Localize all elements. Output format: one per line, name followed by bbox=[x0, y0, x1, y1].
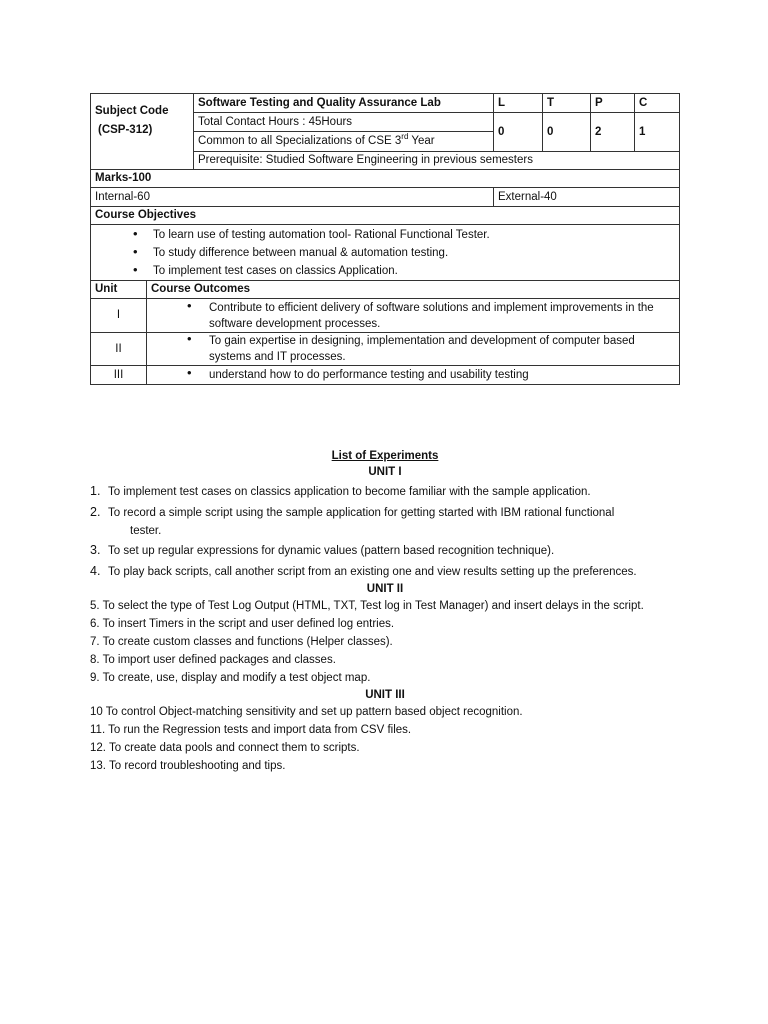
experiment-item-continuation: tester. bbox=[130, 525, 162, 537]
experiment-item: 2. To record a simple script using the sample application for getting started with IBM rational functional bbox=[90, 505, 615, 519]
objective-item: • To study difference between manual & automation testing. bbox=[95, 244, 675, 262]
subject-code: (CSP-312) bbox=[98, 124, 153, 136]
objectives-heading: Course Objectives bbox=[91, 207, 680, 225]
outcome-cell bbox=[147, 366, 680, 385]
subject-code-label: Subject Code bbox=[95, 105, 169, 117]
unit3-heading: UNIT III bbox=[365, 689, 405, 701]
experiment-item: 3. To set up regular expressions for dynamic values (pattern based recognition technique). bbox=[90, 543, 555, 557]
experiment-item: 6. To insert Timers in the script and user defined log entries. bbox=[90, 618, 395, 630]
ltpc-value-p: 2 bbox=[591, 113, 635, 152]
ltpc-value-c: 1 bbox=[635, 113, 680, 152]
prerequisite: Prerequisite: Studied Software Engineering in previous semesters bbox=[194, 152, 680, 170]
ltpc-value-t: 0 bbox=[543, 113, 591, 152]
outcome-unit: II bbox=[91, 333, 147, 366]
ltpc-header-c: C bbox=[635, 94, 680, 113]
outcome-unit: I bbox=[91, 299, 147, 333]
experiment-item: 8. To import user defined packages and classes. bbox=[90, 654, 336, 666]
experiment-item: 9. To create, use, display and modify a test object map. bbox=[90, 672, 371, 684]
objective-item: • To implement test cases on classics Application. bbox=[95, 262, 675, 280]
common-to: Common to all Specializations of CSE 3rd Year bbox=[194, 132, 494, 152]
unit-heading: Unit bbox=[91, 281, 147, 299]
outcome-unit: III bbox=[91, 366, 147, 385]
experiment-item: 1. To implement test cases on classics application to become familiar with the sample application. bbox=[90, 484, 591, 498]
objectives-list bbox=[95, 226, 675, 280]
outcome-text: • understand how to do performance testing and usability testing bbox=[151, 367, 675, 383]
course-title: Software Testing and Quality Assurance Lab bbox=[194, 94, 494, 113]
experiment-item: 11. To run the Regression tests and import data from CSV files. bbox=[90, 724, 412, 736]
experiment-item: 4. To play back scripts, call another script from an existing one and view results setting up the preferences. bbox=[90, 564, 637, 578]
outcome-cell bbox=[147, 299, 680, 333]
internal-marks: Internal-60 bbox=[91, 188, 494, 207]
subject-code-cell bbox=[91, 94, 194, 170]
ltpc-header-p: P bbox=[591, 94, 635, 113]
experiment-item: 13. To record troubleshooting and tips. bbox=[90, 760, 286, 772]
experiments-title: List of Experiments bbox=[331, 450, 439, 462]
unit1-heading: UNIT I bbox=[368, 466, 402, 478]
ltpc-value-l: 0 bbox=[494, 113, 543, 152]
objectives-list-cell bbox=[91, 225, 680, 281]
experiment-item: 12. To create data pools and connect them to scripts. bbox=[90, 742, 360, 754]
outcome-cell bbox=[147, 333, 680, 366]
experiment-item: 7. To create custom classes and functions (Helper classes). bbox=[90, 636, 393, 648]
experiments-section bbox=[90, 448, 690, 775]
marks: Marks-100 bbox=[91, 170, 680, 188]
ltpc-header-l: L bbox=[494, 94, 543, 113]
external-marks: External-40 bbox=[494, 188, 680, 207]
contact-hours: Total Contact Hours : 45Hours bbox=[194, 113, 494, 132]
ltpc-header-t: T bbox=[543, 94, 591, 113]
outcome-text: • To gain expertise in designing, implementation and development of computer based systems and IT processes. bbox=[151, 333, 675, 365]
experiment-item: 5. To select the type of Test Log Output (HTML, TXT, Test log in Test Manager) and insert delays in the script. bbox=[90, 600, 644, 612]
outcome-text: • Contribute to efficient delivery of software solutions and implement improvements in the software development processes. bbox=[151, 300, 675, 332]
syllabus-table bbox=[90, 93, 680, 385]
experiment-item: 10 To control Object-matching sensitivity and set up pattern based object recognition. bbox=[90, 706, 523, 718]
unit2-heading: UNIT II bbox=[366, 583, 404, 595]
outcomes-heading: Course Outcomes bbox=[147, 281, 680, 299]
objective-item: • To learn use of testing automation tool- Rational Functional Tester. bbox=[95, 226, 675, 244]
